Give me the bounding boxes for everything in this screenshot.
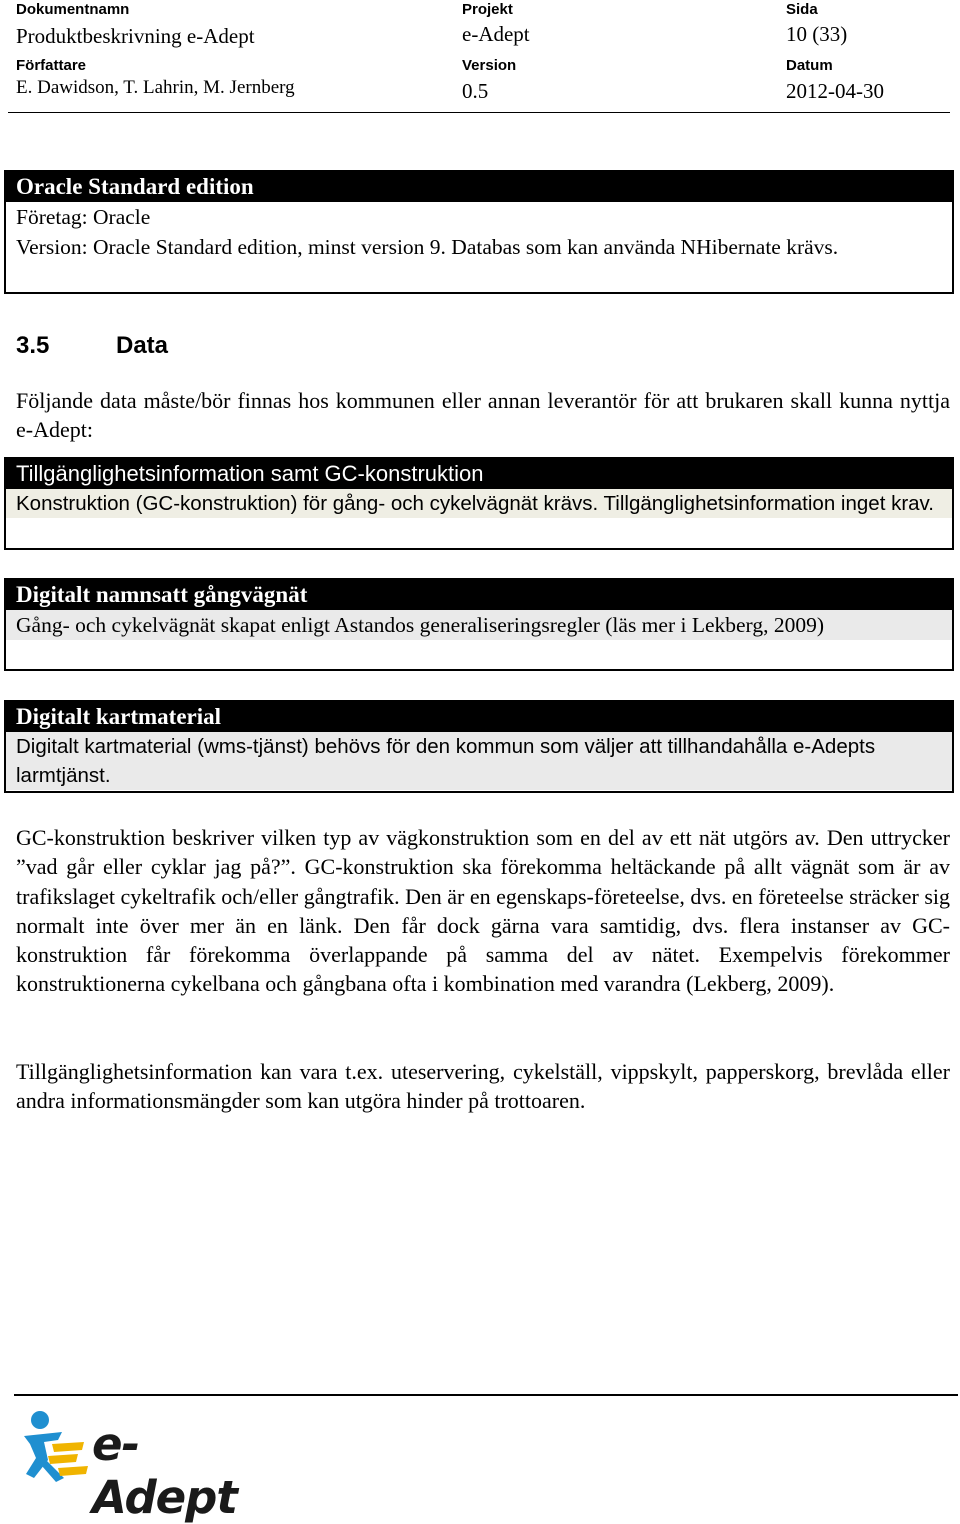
oracle-requirement-box (4, 170, 954, 294)
doc-name-value: Produktbeskrivning e-Adept (16, 24, 255, 48)
page-label: Sida (786, 1, 818, 18)
oracle-version-line: Version: Oracle Standard edition, minst version 9. Databas som kan använda NHibernate krävs. (16, 235, 839, 259)
author-value: E. Dawidson, T. Lahrin, M. Jernberg (16, 77, 295, 98)
requirement-box-body: Konstruktion (GC-konstruktion) för gång- och cykelvägnät krävs. Tillgänglighetsinformation inget krav. (6, 489, 952, 518)
author-label: Författare (16, 57, 87, 74)
project-value: e-Adept (462, 22, 530, 46)
footer-rule (14, 1394, 958, 1396)
gc-construction-paragraph: GC-konstruktion beskriver vilken typ av vägkonstruktion som en del av ett nät utgörs av. Den uttrycker ”vad går eller cyklar jag på?”. GC-konstruktion ska förekomma heltäckande på allt vägnät som är av trafikslaget cykeltrafik och/eller gångtrafik. Den är en egenskaps-företeelse, dvs. en företeelse sträcker sig normalt inte över mer än en länk. Den får dock gärna vara samtidig, dvs. flera instanser av GC-konstruktion får förekomma överlappande på samma del av nätet. Exempelvis förekommer konstruktionerna cykelbana och gångbana ofta i kombination med varandra (Lekberg, 2009). (16, 825, 950, 997)
version-label: Version (462, 57, 517, 74)
oracle-box-title: Oracle Standard edition (6, 172, 952, 202)
section-title: Data (116, 332, 169, 359)
page-value: 10 (33) (786, 22, 848, 46)
requirement-box-title: Tillgänglighetsinformation samt GC-konstruktion (6, 459, 952, 489)
e-adept-logo (18, 1408, 278, 1524)
doc-name-label: Dokumentnamn (16, 1, 130, 18)
requirement-box-title: Digitalt kartmaterial (6, 702, 952, 732)
date-value: 2012-04-30 (786, 79, 884, 103)
requirement-box-map-material (4, 700, 954, 793)
requirement-box-body: Digitalt kartmaterial (wms-tjänst) behövs för den kommun som väljer att tillhandahålla e-Adepts larmtjänst. (6, 732, 952, 790)
header-rule (8, 112, 950, 113)
requirement-box-title: Digitalt namnsatt gångvägnät (6, 580, 952, 610)
requirement-box-path-network (4, 578, 954, 671)
version-value: 0.5 (462, 79, 489, 103)
project-label: Projekt (462, 1, 513, 18)
document-header (0, 0, 960, 114)
accessibility-info-paragraph: Tillgänglighetsinformation kan vara t.ex. uteservering, cykelställ, vippskylt, papperskorg, brevlåda eller andra informationsmängder som kan utgöra hinder på trottoaren. (16, 1059, 950, 1114)
section-heading (16, 328, 168, 364)
section-intro: Följande data måste/bör finnas hos kommunen eller annan leverantör för att brukaren skall kunna nyttja e-Adept: (16, 388, 950, 443)
requirement-box-body: Gång- och cykelvägnät skapat enligt Astandos generaliseringsregler (läs mer i Lekberg, 2009) (6, 610, 952, 640)
date-label: Datum (786, 57, 833, 74)
pedestrian-logo-icon (18, 1408, 92, 1488)
oracle-box-body (6, 202, 952, 262)
section-number: 3.5 (16, 332, 50, 359)
oracle-company-line: Företag: Oracle (16, 205, 151, 229)
requirement-box-accessibility (4, 457, 954, 550)
logo-wordmark: e-Adept (92, 1418, 237, 1524)
